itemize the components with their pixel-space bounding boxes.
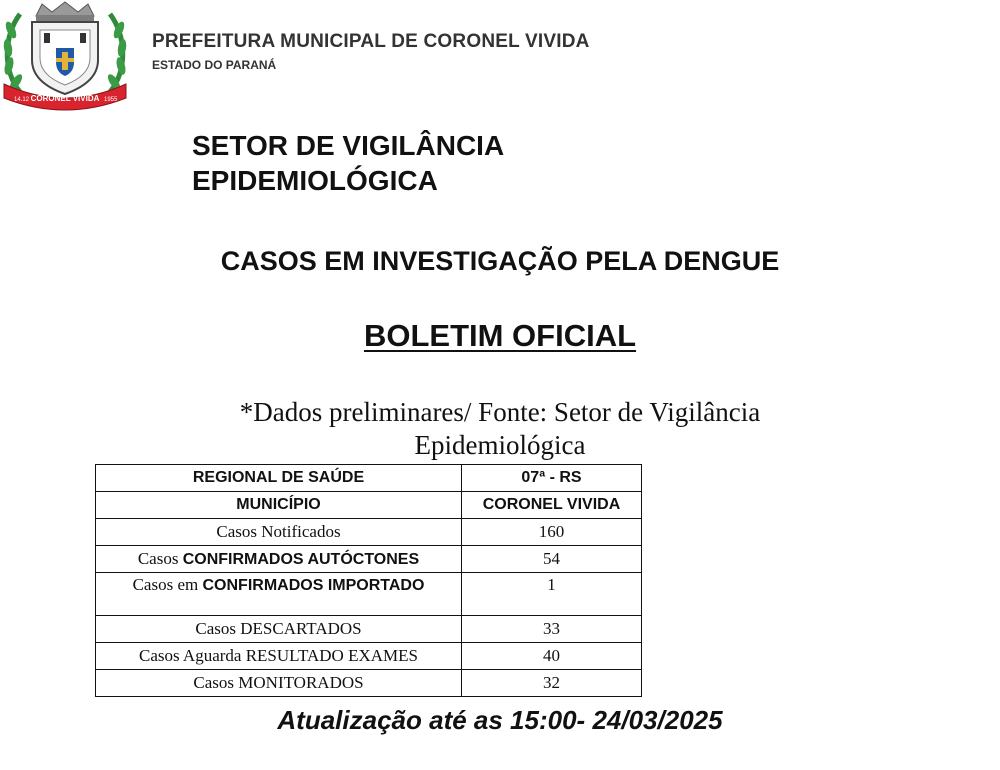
row-label	[96, 670, 462, 697]
update-timestamp: Atualização até as 15:00- 24/03/2025	[277, 705, 723, 735]
row-label-prefix: Casos	[137, 549, 183, 568]
municipio-label: MUNICÍPIO	[96, 492, 462, 519]
row-label-prefix: Casos Notificados	[216, 522, 341, 541]
row-value: 160	[462, 519, 642, 546]
organization-name: PREFEITURA MUNICIPAL DE CORONEL VIVIDA	[152, 31, 590, 52]
row-label-bold: CONFIRMADOS AUTÓCTONES	[182, 551, 420, 568]
row-label	[96, 643, 462, 670]
row-label	[96, 616, 462, 643]
sector-title	[192, 128, 504, 198]
dengue-cases-table	[95, 464, 642, 697]
table-header-row	[96, 465, 642, 492]
bulletin-title: BOLETIM OFICIAL	[363, 318, 637, 353]
table-header-row	[96, 492, 642, 519]
row-label	[96, 519, 462, 546]
row-label	[96, 546, 462, 573]
row-value: 40	[462, 643, 642, 670]
investigation-title: CASOS EM INVESTIGAÇÃO PELA DENGUE	[220, 246, 780, 276]
source-note	[150, 396, 850, 462]
source-note-line-1: *Dados preliminares/ Fonte: Setor de Vigilância	[239, 397, 761, 427]
row-label-prefix: Casos em	[132, 575, 203, 594]
row-label-bold: CONFIRMADOS IMPORTADO	[202, 577, 425, 594]
row-label-prefix: Casos Aguarda RESULTADO EXAMES	[139, 646, 418, 665]
coat-of-arms-icon	[0, 0, 130, 112]
table-row	[96, 546, 642, 573]
logo-banner-text: CORONEL VIVIDA	[30, 94, 100, 103]
sector-line-2: EPIDEMIOLÓGICA	[192, 165, 438, 196]
table-row	[96, 573, 642, 616]
row-label-prefix: Casos DESCARTADOS	[195, 619, 362, 638]
table-row	[96, 616, 642, 643]
row-value: 33	[462, 616, 642, 643]
regional-value: 07ª - RS	[462, 465, 642, 492]
row-value: 32	[462, 670, 642, 697]
organization-state: ESTADO DO PARANÁ	[152, 58, 277, 72]
regional-label: REGIONAL DE SAÚDE	[96, 465, 462, 492]
table-row	[96, 670, 642, 697]
row-label-prefix: Casos MONITORADOS	[193, 673, 364, 692]
row-value: 54	[462, 546, 642, 573]
row-value: 1	[462, 573, 642, 616]
coat-of-arms-logo	[0, 0, 130, 112]
sector-line-1: SETOR DE VIGILÂNCIA	[192, 130, 505, 161]
municipio-value: CORONEL VIVIDA	[462, 492, 642, 519]
logo-date-right: 1955	[104, 97, 118, 103]
source-note-line-2: Epidemiológica	[414, 430, 586, 460]
row-label	[96, 573, 462, 616]
logo-date-left: 14.12	[14, 97, 30, 103]
table-row	[96, 643, 642, 670]
table-row	[96, 519, 642, 546]
